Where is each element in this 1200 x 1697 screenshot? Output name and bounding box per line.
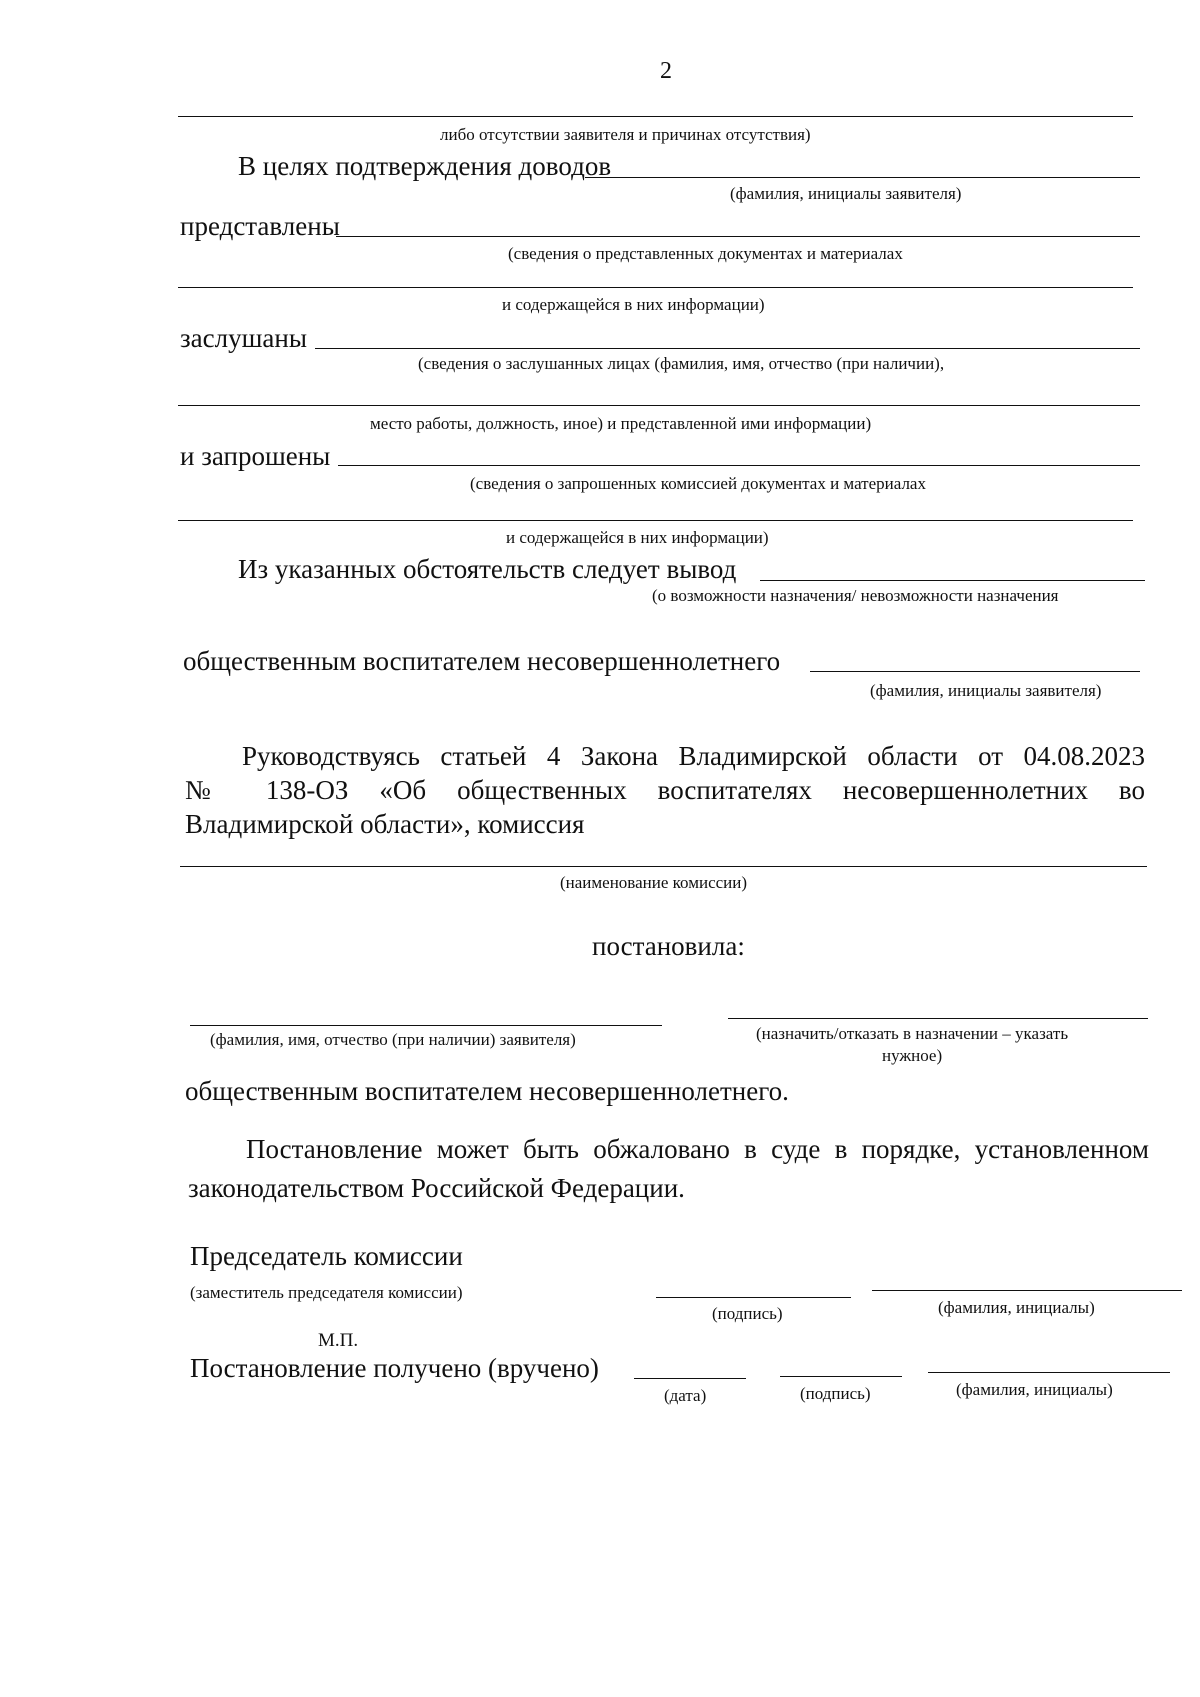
receipt-label: Постановление получено (вручено): [190, 1353, 599, 1383]
law-paragraph-line-1: Руководствуясь статьей 4 Закона Владимирской области от 04.08.2023: [242, 741, 1145, 771]
presented-line-2[interactable]: [178, 287, 1133, 288]
presented-line[interactable]: [336, 236, 1140, 237]
purpose-caption: (фамилия, инициалы заявителя): [730, 184, 962, 203]
heard-line-2[interactable]: [178, 405, 1140, 406]
requested-caption: (сведения о запрошенных комиссией документах и материалах: [470, 474, 926, 493]
commission-caption: (наименование комиссии): [560, 873, 748, 892]
presented-caption: (сведения о представленных документах и материалах: [508, 244, 903, 263]
chairman-signature-caption: (подпись): [712, 1304, 783, 1323]
receipt-signature-caption: (подпись): [800, 1384, 871, 1403]
chairman-label: Председатель комиссии: [190, 1241, 463, 1271]
guardian-line-text: общественным воспитателем несовершеннолетнего.: [185, 1076, 789, 1106]
receipt-date-line[interactable]: [634, 1378, 746, 1379]
appeal-line-2: законодательством Российской Федерации.: [188, 1173, 685, 1203]
applicant-line[interactable]: [190, 1025, 662, 1026]
chairman-signature-line[interactable]: [656, 1297, 851, 1298]
guardian-caption: (фамилия, инициалы заявителя): [870, 681, 1102, 700]
requested-line[interactable]: [338, 465, 1140, 466]
receipt-name-caption: (фамилия, инициалы): [956, 1380, 1113, 1399]
purpose-label: В целях подтверждения доводов: [238, 151, 612, 181]
decision-line[interactable]: [728, 1018, 1148, 1019]
receipt-signature-line[interactable]: [780, 1376, 902, 1377]
requested-line-2[interactable]: [178, 520, 1133, 521]
heard-line[interactable]: [315, 348, 1140, 349]
receipt-name-line[interactable]: [928, 1372, 1170, 1373]
law-paragraph-line-3: Владимирской области», комиссия: [185, 809, 585, 839]
law-paragraph-line-2: № 138-ОЗ «Об общественных воспитателях несовершеннолетних во: [185, 775, 1145, 805]
requested-caption-2: и содержащейся в них информации): [506, 528, 769, 547]
resolved-heading: постановила:: [592, 931, 745, 961]
stamp-label: М.П.: [318, 1330, 359, 1351]
chairman-name-line[interactable]: [872, 1290, 1182, 1291]
applicant-caption: (фамилия, имя, отчество (при наличии) заявителя): [210, 1030, 576, 1049]
heard-caption-2: место работы, должность, иное) и представленной ими информации): [370, 414, 872, 433]
page-number: 2: [660, 58, 672, 84]
conclusion-label: Из указанных обстоятельств следует вывод: [238, 554, 737, 584]
heard-caption: (сведения о заслушанных лицах (фамилия, имя, отчество (при наличии),: [418, 354, 945, 373]
receipt-date-caption: (дата): [664, 1386, 707, 1405]
commission-line[interactable]: [180, 866, 1147, 867]
conclusion-caption: (о возможности назначения/ невозможности назначения: [652, 586, 1059, 605]
purpose-line[interactable]: [585, 177, 1140, 178]
decision-caption: (назначить/отказать в назначении – указать: [756, 1024, 1069, 1043]
requested-label: и запрошены: [180, 441, 331, 471]
chairman-name-caption: (фамилия, инициалы): [938, 1298, 1095, 1317]
absence-caption: либо отсутствии заявителя и причинах отсутствия): [440, 125, 811, 144]
absence-line: [178, 116, 1133, 117]
presented-label: представлены: [180, 211, 340, 241]
guardian-line[interactable]: [810, 671, 1140, 672]
presented-caption-2: и содержащейся в них информации): [502, 295, 765, 314]
heard-label: заслушаны: [180, 323, 307, 353]
deputy-label: (заместитель председателя комиссии): [190, 1283, 463, 1302]
decision-caption-2: нужное): [882, 1046, 943, 1065]
conclusion-line[interactable]: [760, 580, 1145, 581]
appeal-line-1: Постановление может быть обжаловано в суде в порядке, установленном: [246, 1134, 1149, 1164]
guardian-label: общественным воспитателем несовершеннолетнего: [183, 646, 781, 676]
